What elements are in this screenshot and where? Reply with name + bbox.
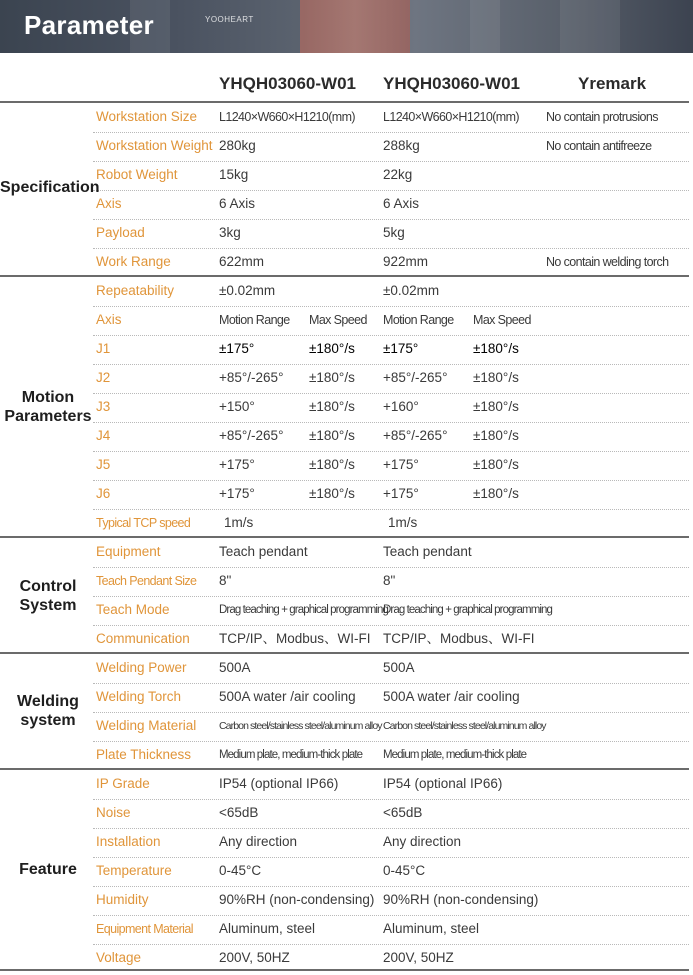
row-label: Communication	[96, 631, 190, 646]
table-row	[0, 828, 693, 857]
value-model-2-range: +85°/-265°	[383, 428, 448, 443]
value-model-1-speed: ±180°/s	[309, 428, 355, 443]
row-label: Equipment Material	[96, 922, 193, 936]
value-model-2: Aluminum, steel	[383, 921, 480, 936]
row-label: J4	[96, 428, 111, 443]
table-row	[0, 886, 693, 915]
row-label: Work Range	[96, 254, 171, 269]
table-row	[0, 944, 693, 973]
table-row	[0, 219, 693, 248]
row-label: Typical TCP speed	[96, 516, 191, 530]
section-title-welding: Welding system	[17, 693, 79, 729]
value-model-2: 5kg	[383, 225, 405, 240]
remark: No contain welding torch	[546, 255, 669, 269]
value-model-1: L1240×W660×H1210(mm)	[219, 110, 355, 124]
value-model-1: 90%RH (non-condensing)	[219, 892, 375, 907]
row-label: Axis	[96, 196, 122, 211]
value-model-1: 280kg	[219, 138, 256, 153]
row-label: Humidity	[96, 892, 149, 907]
row-label: Noise	[96, 805, 131, 820]
row-label: Robot Weight	[96, 167, 178, 182]
table-row	[0, 596, 693, 625]
robot-image	[300, 0, 410, 53]
row-label: Temperature	[96, 863, 172, 878]
value-model-1: 6 Axis	[219, 196, 256, 211]
value-model-2-speed: ±180°/s	[473, 428, 519, 443]
value-model-2-speed: ±180°/s	[473, 486, 519, 501]
value-model-2: 500A	[383, 660, 415, 675]
value-model-2: Any direction	[383, 834, 462, 849]
table-row	[0, 480, 693, 509]
value-model-1-range: +85°/-265°	[219, 428, 284, 443]
column-header-remark: Yremark	[578, 74, 647, 93]
table-row	[0, 277, 693, 306]
value-model-1: 500A water /air cooling	[219, 689, 356, 704]
table-row	[0, 538, 693, 567]
value-model-1-range: ±175°	[219, 341, 255, 356]
row-label: Teach Mode	[96, 602, 170, 617]
value-model-1: 200V, 50HZ	[219, 950, 290, 965]
value-model-1: Medium plate, medium-thick plate	[219, 749, 363, 761]
table-row	[0, 741, 693, 770]
row-label: Equipment	[96, 544, 161, 559]
value-model-1: 8"	[219, 573, 232, 588]
table-row	[0, 422, 693, 451]
row-label: Workstation Weight	[96, 138, 213, 153]
value-model-1: ±0.02mm	[219, 283, 276, 298]
table-row	[0, 625, 693, 654]
value-model-1: 500A	[219, 660, 251, 675]
row-label: Teach Pendant Size	[96, 574, 197, 588]
value-model-1-speed: ±180°/s	[309, 341, 355, 356]
table-row	[0, 161, 693, 190]
table-row	[0, 509, 693, 538]
row-label: Installation	[96, 834, 161, 849]
value-model-1: Teach pendant	[219, 544, 308, 559]
value-model-1: 622mm	[219, 254, 265, 269]
subheader-max-speed: Max Speed	[309, 313, 367, 327]
value-model-1-speed: ±180°/s	[309, 457, 355, 472]
table-row	[0, 103, 693, 132]
table-row	[0, 857, 693, 886]
value-model-1: Drag teaching + graphical programming	[219, 604, 389, 616]
value-model-1-range: +150°	[219, 399, 255, 414]
table-row	[0, 799, 693, 828]
value-model-2: 8"	[383, 573, 396, 588]
value-model-1: IP54 (optional IP66)	[219, 776, 339, 791]
value-model-2-speed: ±180°/s	[473, 457, 519, 472]
value-model-1-speed: ±180°/s	[309, 370, 355, 385]
table-row	[0, 190, 693, 219]
value-model-1-range: +85°/-265°	[219, 370, 284, 385]
value-model-2: 500A water /air cooling	[383, 689, 520, 704]
row-label: J3	[96, 399, 111, 414]
value-model-2-range: +160°	[383, 399, 419, 414]
value-model-2-speed: ±180°/s	[473, 341, 519, 356]
row-label: Plate Thickness	[96, 747, 192, 762]
value-model-2: TCP/IP、Modbus、WI-FI	[383, 631, 535, 646]
row-label: J5	[96, 457, 111, 472]
table-row	[0, 770, 693, 799]
row-label: Welding Material	[96, 718, 197, 733]
row-label: Workstation Size	[96, 109, 198, 124]
value-model-2: ±0.02mm	[383, 283, 440, 298]
value-model-2: 200V, 50HZ	[383, 950, 454, 965]
value-model-2: 22kg	[383, 167, 413, 182]
value-model-2-speed: ±180°/s	[473, 399, 519, 414]
subheader-motion-range: Motion Range	[219, 313, 290, 327]
table-row	[0, 654, 693, 683]
remark: No contain protrusions	[546, 110, 658, 124]
table-row	[0, 132, 693, 161]
value-model-2: Carbon steel/stainless steel/aluminum alloy	[383, 720, 546, 732]
row-label: Axis	[96, 312, 122, 327]
row-label: Welding Power	[96, 660, 187, 675]
column-header-model-2: YHQH03060-W01	[383, 74, 521, 93]
value-model-2-range: ±175°	[383, 341, 419, 356]
value-model-2: 288kg	[383, 138, 420, 153]
value-model-2: 0-45°C	[383, 863, 426, 878]
value-model-2-range: +85°/-265°	[383, 370, 448, 385]
section-title-feature: Feature	[19, 861, 77, 878]
value-model-2-range: +175°	[383, 457, 419, 472]
table-row	[0, 712, 693, 741]
row-label: Payload	[96, 225, 145, 240]
value-model-2: 90%RH (non-condensing)	[383, 892, 539, 907]
table-row	[0, 393, 693, 422]
remark: No contain antifreeze	[546, 139, 652, 153]
table-row	[0, 683, 693, 712]
header-banner	[0, 0, 693, 53]
row-label: J2	[96, 370, 111, 385]
row-label: Voltage	[96, 950, 142, 965]
value-model-1: 3kg	[219, 225, 241, 240]
value-model-1: <65dB	[219, 805, 259, 820]
value-model-1-range: +175°	[219, 486, 255, 501]
value-model-2: <65dB	[383, 805, 423, 820]
column-header-model-1: YHQH03060-W01	[219, 74, 357, 93]
table-row	[0, 915, 693, 944]
section-title-motion: Motion Parameters	[4, 389, 92, 425]
value-model-2-speed: ±180°/s	[473, 370, 519, 385]
subheader-max-speed: Max Speed	[473, 313, 531, 327]
table-row	[0, 364, 693, 393]
value-model-1: 0-45°C	[219, 863, 262, 878]
value-model-1: 15kg	[219, 167, 249, 182]
value-model-1: 1m/s	[224, 515, 254, 530]
value-model-2: L1240×W660×H1210(mm)	[383, 110, 519, 124]
value-model-2: 6 Axis	[383, 196, 420, 211]
value-model-2: Drag teaching + graphical programming	[383, 604, 553, 616]
value-model-1: Aluminum, steel	[219, 921, 316, 936]
value-model-2: Teach pendant	[383, 544, 472, 559]
value-model-1-speed: ±180°/s	[309, 399, 355, 414]
section-title-control: Control System	[19, 578, 77, 614]
value-model-2: 1m/s	[388, 515, 418, 530]
table-row	[0, 306, 693, 335]
row-label: Welding Torch	[96, 689, 182, 704]
table-row	[0, 335, 693, 364]
table-row	[0, 567, 693, 596]
value-model-1-speed: ±180°/s	[309, 486, 355, 501]
value-model-2: IP54 (optional IP66)	[383, 776, 503, 791]
value-model-1: Any direction	[219, 834, 298, 849]
value-model-1: TCP/IP、Modbus、WI-FI	[219, 631, 371, 646]
row-label: Repeatability	[96, 283, 175, 298]
section-title-specification: Specification	[0, 179, 100, 196]
table-row	[0, 248, 693, 277]
brand-watermark: YOOHEART	[205, 15, 254, 24]
table-row	[0, 451, 693, 480]
value-model-1-range: +175°	[219, 457, 255, 472]
value-model-2: Medium plate, medium-thick plate	[383, 749, 527, 761]
row-label: J6	[96, 486, 111, 501]
row-label: J1	[96, 341, 111, 356]
value-model-2: 922mm	[383, 254, 429, 269]
value-model-1: Carbon steel/stainless steel/aluminum alloy	[219, 720, 382, 732]
row-label: IP Grade	[96, 776, 150, 791]
value-model-2-range: +175°	[383, 486, 419, 501]
subheader-motion-range: Motion Range	[383, 313, 454, 327]
page-title: Parameter	[24, 10, 154, 40]
